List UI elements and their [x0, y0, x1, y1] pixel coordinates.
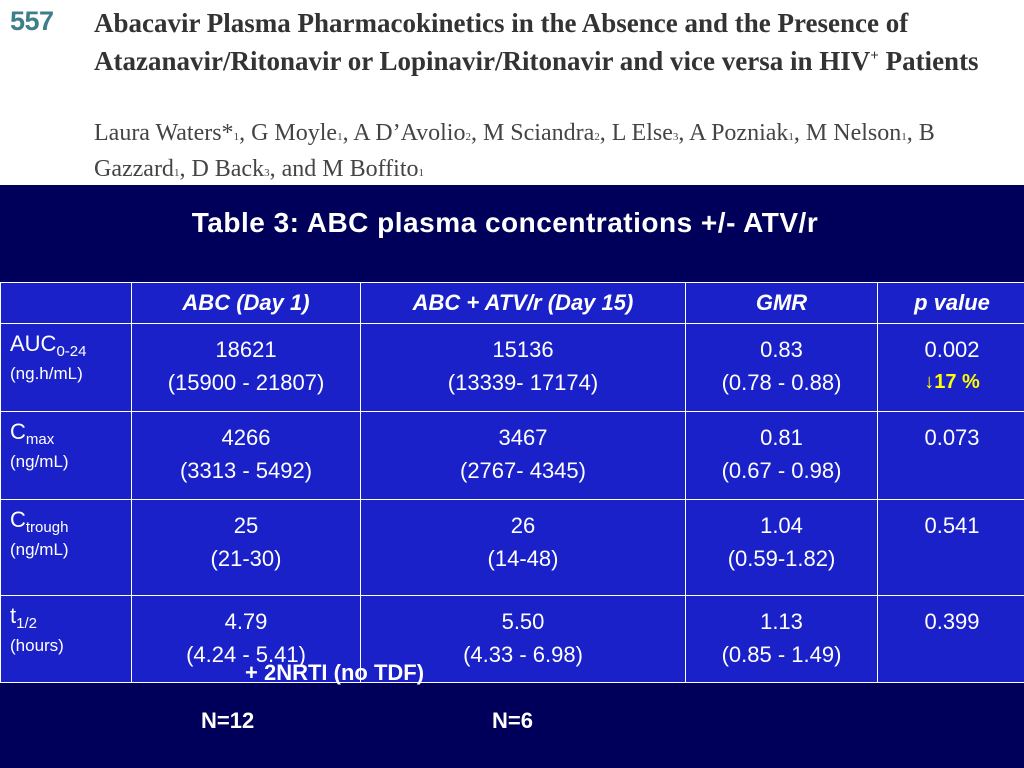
ci: (4.24 - 5.41): [186, 642, 306, 667]
abc-day1-cell: [132, 500, 361, 596]
param-name: AUC: [10, 331, 57, 356]
author-affiliation: 1: [901, 131, 907, 143]
author-name: M Sciandra: [482, 120, 595, 146]
ci: (21-30): [210, 546, 282, 571]
author-separator: ,: [239, 120, 252, 146]
gmr-cell: [686, 500, 878, 596]
param-unit: (hours): [10, 636, 64, 655]
author-name: Laura Waters*: [94, 120, 234, 146]
gmr-cell: [686, 596, 878, 683]
gmr-cell: [686, 324, 878, 412]
ci: (3313 - 5492): [179, 458, 313, 483]
value: 25: [233, 513, 259, 538]
author-affiliation: 3: [672, 131, 679, 143]
header-abc-atv: ABC + ATV/r (Day 15): [361, 283, 686, 324]
pk-table: [0, 282, 1024, 683]
n-right-note: N=6: [492, 708, 533, 733]
param-cell: [1, 412, 132, 500]
value: 3467: [498, 425, 548, 450]
ci: (0.59-1.82): [727, 546, 836, 571]
author-separator: , and: [269, 156, 323, 182]
param-name: C: [10, 419, 26, 444]
param-unit: (ng/mL): [10, 540, 69, 559]
abstract-title-sup: +: [870, 48, 879, 64]
value: 0.073: [924, 425, 980, 450]
author-affiliation: 1: [233, 131, 240, 143]
table-row-auc: [1, 324, 1024, 412]
abc-day1-cell: [132, 324, 361, 412]
ci: (2767- 4345): [460, 458, 586, 483]
author-separator: ,: [599, 120, 612, 146]
param-cell: [1, 324, 132, 412]
value: 26: [510, 513, 536, 538]
param-cell: [1, 500, 132, 596]
abstract-number: 557: [10, 6, 54, 36]
ci: (15900 - 21807): [167, 370, 325, 395]
author-separator: ,: [179, 156, 192, 182]
param-name: C: [10, 507, 26, 532]
table-row-t-half: [1, 596, 1024, 683]
regimen-note: + 2NRTI (no TDF): [245, 660, 425, 685]
author-name: A Pozniak: [689, 120, 789, 146]
ci: (0.85 - 1.49): [721, 642, 842, 667]
param-unit: (ng/mL): [10, 452, 69, 471]
value: 0.81: [760, 425, 803, 450]
table-row-cmax: [1, 412, 1024, 500]
abstract-title-main: Abacavir Plasma Pharmacokinetics in the Absence and the Presence of Atazanavir/Ritonavir or Lopinavir/Ritonavir and vice versa in HIV: [94, 8, 909, 76]
author-separator: ,: [793, 120, 806, 146]
value: 5.50: [501, 609, 545, 634]
header-param: [1, 283, 132, 324]
ci: (0.67 - 0.98): [721, 458, 842, 483]
table-header-row: [1, 283, 1024, 324]
param-cell: [1, 596, 132, 683]
value: 0.541: [924, 513, 980, 538]
p-value-cell: [878, 324, 1024, 412]
value: 1.13: [760, 609, 803, 634]
author-separator: ,: [906, 120, 919, 146]
abstract-title: [94, 4, 1019, 80]
author-name: G Moyle: [251, 120, 338, 146]
p-value-cell: [878, 500, 1024, 596]
param-subscript: 1/2: [16, 615, 37, 632]
ci: (14-48): [487, 546, 559, 571]
p-value-cell: [878, 596, 1024, 683]
value: 1.04: [760, 513, 803, 538]
author-name: A D’Avolio: [353, 120, 466, 146]
abstract-authors: [94, 117, 1019, 189]
ci: (0.78 - 0.88): [721, 370, 842, 395]
author-separator: ,: [678, 120, 690, 146]
author-name: B Gazzard: [94, 120, 935, 182]
p-value-cell: [878, 412, 1024, 500]
author-affiliation: 1: [173, 167, 180, 179]
header-p-value: p value: [878, 283, 1024, 324]
param-name: t: [10, 603, 17, 628]
param-unit: (ng.h/mL): [10, 364, 83, 383]
author-affiliation: 2: [594, 131, 600, 143]
abstract-banner: [0, 0, 1024, 185]
value: 15136: [492, 337, 554, 362]
n-left-note: N=12: [201, 708, 255, 733]
author-affiliation: 1: [418, 167, 424, 179]
decrease-note: ↓17 %: [924, 371, 980, 393]
value: 0.002: [924, 337, 980, 362]
param-subscript: max: [25, 431, 55, 448]
slide-title: Table 3: ABC plasma concentrations +/- ATV/r: [191, 207, 819, 238]
table-row-ctrough: [1, 500, 1024, 596]
abc-day1-cell: [132, 412, 361, 500]
ci: (13339- 17174): [447, 370, 599, 395]
header-abc-day1: ABC (Day 1): [132, 283, 361, 324]
gmr-cell: [686, 412, 878, 500]
author-separator: ,: [342, 120, 354, 146]
author-affiliation: 3: [264, 167, 270, 179]
author-name: M Boffito: [322, 156, 419, 182]
author-name: M Nelson: [805, 120, 902, 146]
value: 4266: [221, 425, 271, 450]
abstract-title-end: Patients: [878, 46, 979, 76]
ci: (4.33 - 6.98): [463, 642, 583, 667]
param-subscript: trough: [25, 519, 69, 536]
value: 4.79: [224, 609, 268, 634]
author-separator: ,: [470, 120, 483, 146]
param-subscript: 0-24: [56, 343, 87, 360]
abc-atv-cell: [361, 324, 686, 412]
value: 0.83: [760, 337, 803, 362]
author-name: D Back: [191, 156, 265, 182]
value: 18621: [215, 337, 277, 362]
author-name: L Else: [611, 120, 673, 146]
author-affiliation: 1: [337, 131, 343, 143]
value: 0.399: [924, 609, 980, 634]
author-affiliation: 1: [788, 131, 794, 143]
author-affiliation: 2: [465, 131, 471, 143]
abc-atv-cell: [361, 412, 686, 500]
abc-atv-cell: [361, 500, 686, 596]
header-gmr: GMR: [686, 283, 878, 324]
